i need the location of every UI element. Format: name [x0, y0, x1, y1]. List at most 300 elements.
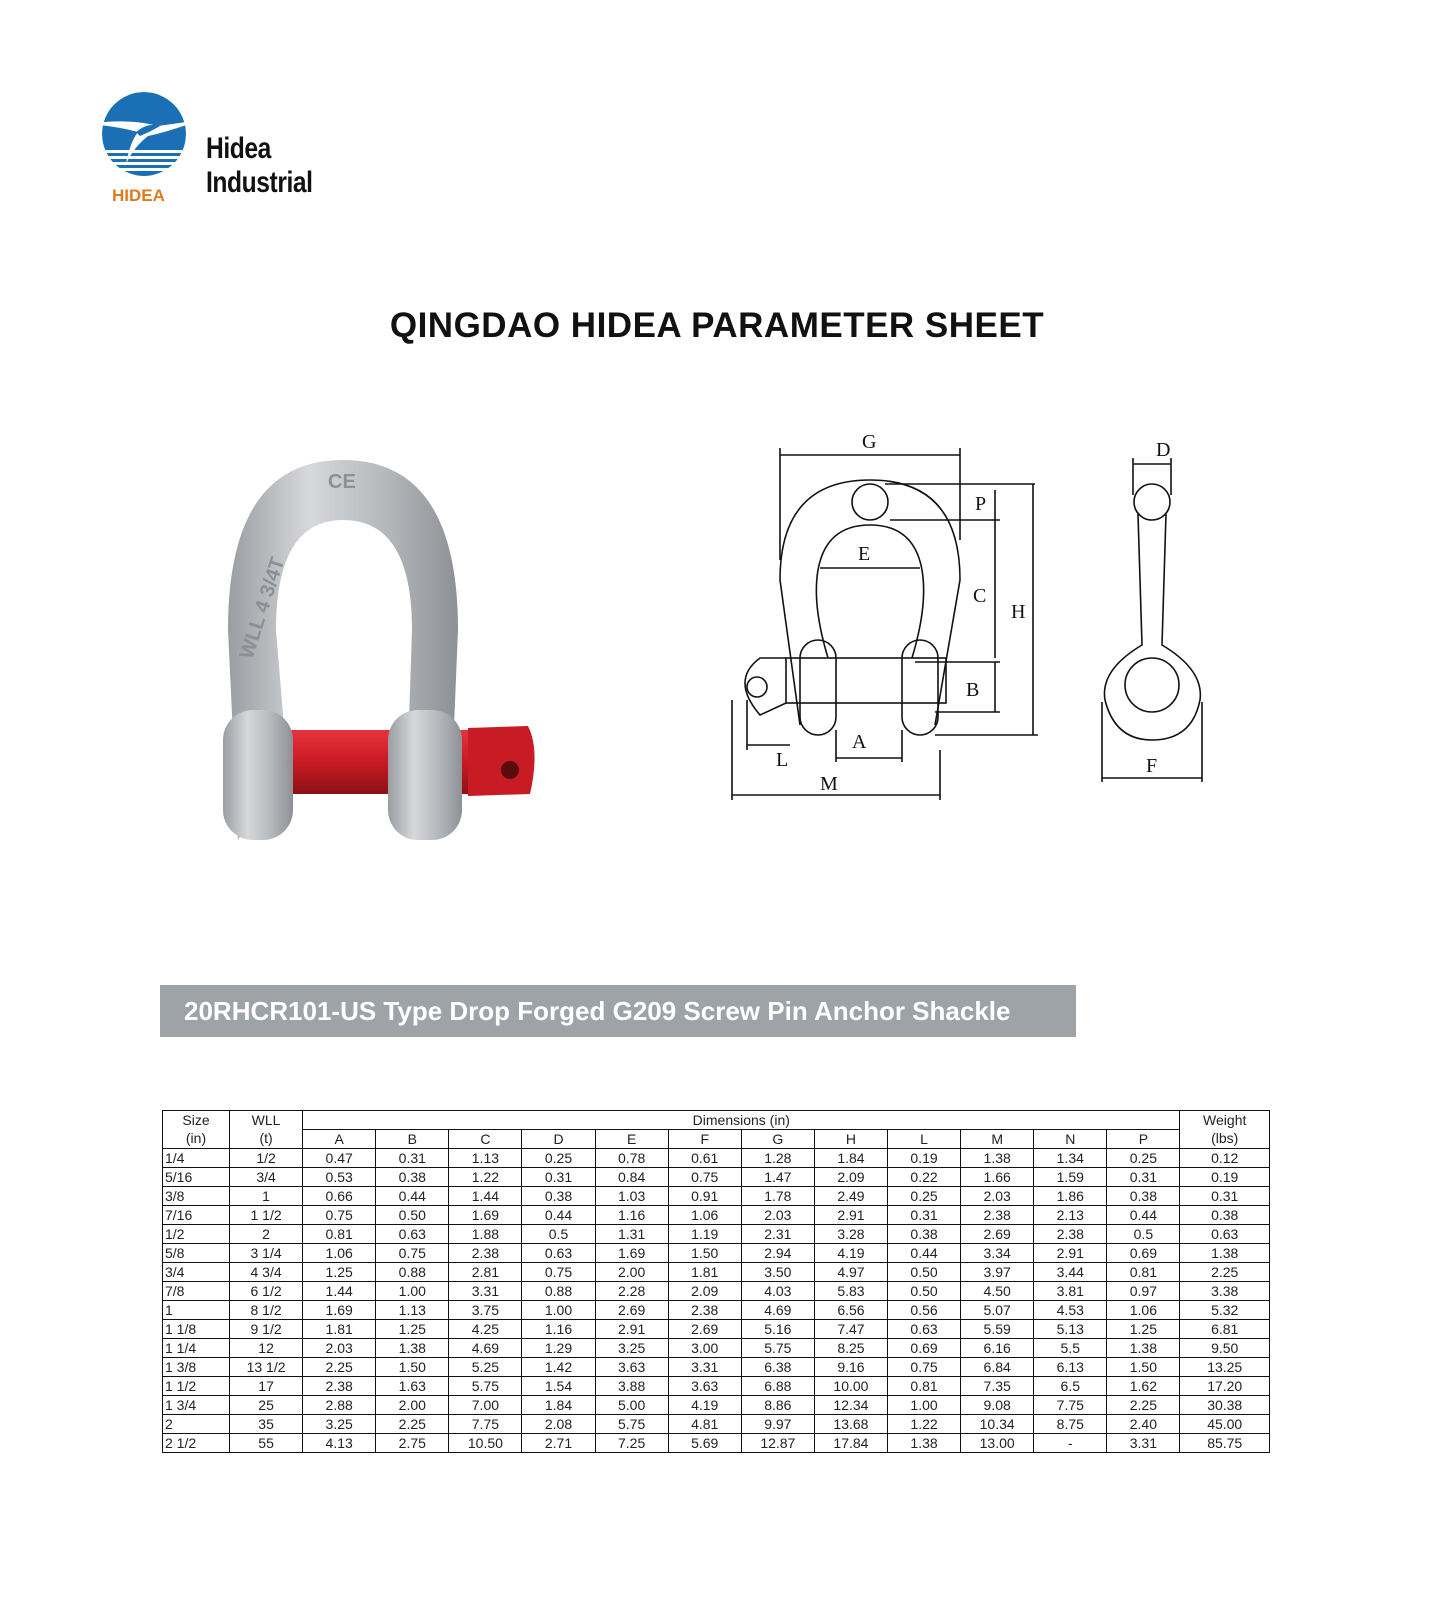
table-cell: 2: [163, 1415, 230, 1434]
header-size: Size: [163, 1111, 230, 1130]
table-cell: 0.97: [1107, 1282, 1180, 1301]
table-cell: 3.34: [961, 1244, 1034, 1263]
table-cell: 0.75: [303, 1206, 376, 1225]
table-cell: 1.59: [1034, 1168, 1107, 1187]
table-cell: 5.25: [449, 1358, 522, 1377]
table-row: [163, 1415, 1270, 1434]
table-row: [163, 1187, 1270, 1206]
table-row: [163, 1320, 1270, 1339]
table-cell: 2.71: [522, 1434, 595, 1453]
table-cell: 1.29: [522, 1339, 595, 1358]
table-cell: 1.78: [741, 1187, 814, 1206]
label-g: G: [862, 431, 877, 453]
table-cell: 1.00: [888, 1396, 961, 1415]
table-cell: 1 3/4: [163, 1396, 230, 1415]
table-cell: 0.19: [888, 1149, 961, 1168]
table-cell: 0.38: [1180, 1206, 1270, 1225]
table-cell: 0.44: [522, 1206, 595, 1225]
table-cell: 5.16: [741, 1320, 814, 1339]
table-row: [163, 1396, 1270, 1415]
table-cell: 1.66: [961, 1168, 1034, 1187]
table-cell: 2.25: [303, 1358, 376, 1377]
hidea-logo-mark: [88, 92, 208, 192]
casting-mark-ce: CE: [328, 471, 356, 493]
table-cell: 3.63: [668, 1377, 741, 1396]
table-cell: 0.44: [376, 1187, 449, 1206]
header-dim-l: L: [888, 1130, 961, 1149]
table-header-row: [163, 1111, 1270, 1130]
table-row: [163, 1377, 1270, 1396]
table-cell: 2.00: [376, 1396, 449, 1415]
table-cell: 0.84: [595, 1168, 668, 1187]
table-cell: 2.09: [668, 1282, 741, 1301]
header-dim-h: H: [814, 1130, 887, 1149]
shackle-dimension-diagram: [730, 430, 1250, 820]
table-cell: 35: [230, 1415, 303, 1434]
table-cell: 0.19: [1180, 1168, 1270, 1187]
table-cell: 2.38: [1034, 1225, 1107, 1244]
table-cell: 0.88: [376, 1263, 449, 1282]
table-cell: 2.03: [961, 1187, 1034, 1206]
table-cell: 5.13: [1034, 1320, 1107, 1339]
table-cell: 2.69: [595, 1301, 668, 1320]
table-cell: 5.83: [814, 1282, 887, 1301]
table-cell: 1.50: [376, 1358, 449, 1377]
table-cell: 5/16: [163, 1168, 230, 1187]
table-cell: 9 1/2: [230, 1320, 303, 1339]
header-weight-unit: (lbs): [1180, 1130, 1270, 1149]
table-cell: 3/4: [230, 1168, 303, 1187]
table-cell: 0.44: [1107, 1206, 1180, 1225]
table-cell: 1.54: [522, 1377, 595, 1396]
table-cell: 0.22: [888, 1168, 961, 1187]
parameter-table: [162, 1110, 1270, 1453]
table-cell: 4.13: [303, 1434, 376, 1453]
table-cell: 1 1/2: [163, 1377, 230, 1396]
table-cell: 0.53: [303, 1168, 376, 1187]
table-cell: 3.38: [1180, 1282, 1270, 1301]
table-cell: 7.25: [595, 1434, 668, 1453]
table-cell: 0.69: [888, 1339, 961, 1358]
label-e: E: [858, 543, 871, 565]
table-cell: 1: [163, 1301, 230, 1320]
header-dim-g: G: [741, 1130, 814, 1149]
table-cell: 1.31: [595, 1225, 668, 1244]
table-row: [163, 1301, 1270, 1320]
table-cell: 0.38: [376, 1168, 449, 1187]
table-cell: 1.63: [376, 1377, 449, 1396]
table-cell: 8 1/2: [230, 1301, 303, 1320]
table-cell: 3.31: [668, 1358, 741, 1377]
table-cell: 0.31: [522, 1168, 595, 1187]
table-cell: 2.25: [1107, 1396, 1180, 1415]
table-cell: 1.69: [449, 1206, 522, 1225]
table-cell: 3.44: [1034, 1263, 1107, 1282]
header-dim-c: C: [449, 1130, 522, 1149]
page-title: QINGDAO HIDEA PARAMETER SHEET: [389, 306, 1045, 345]
header-dim-p: P: [1107, 1130, 1180, 1149]
table-cell: 4.03: [741, 1282, 814, 1301]
table-cell: 5.75: [741, 1339, 814, 1358]
table-cell: 7.75: [1034, 1396, 1107, 1415]
table-cell: 2.03: [741, 1206, 814, 1225]
table-cell: 1.50: [1107, 1358, 1180, 1377]
table-cell: 1 1/4: [163, 1339, 230, 1358]
table-cell: 7.75: [449, 1415, 522, 1434]
table-cell: 2.94: [741, 1244, 814, 1263]
table-row: [163, 1206, 1270, 1225]
table-cell: 0.47: [303, 1149, 376, 1168]
table-cell: 2.91: [1034, 1244, 1107, 1263]
table-cell: 1.22: [888, 1415, 961, 1434]
table-cell: 25: [230, 1396, 303, 1415]
table-cell: 6.16: [961, 1339, 1034, 1358]
table-row: [163, 1282, 1270, 1301]
table-cell: 2.38: [668, 1301, 741, 1320]
table-cell: 1/4: [163, 1149, 230, 1168]
table-cell: 2.25: [376, 1415, 449, 1434]
shackle-photo: [168, 450, 588, 870]
table-cell: 1.50: [668, 1244, 741, 1263]
table-cell: 3.31: [1107, 1434, 1180, 1453]
table-cell: 9.97: [741, 1415, 814, 1434]
table-cell: 45.00: [1180, 1415, 1270, 1434]
table-cell: -: [1034, 1434, 1107, 1453]
table-cell: 5.75: [595, 1415, 668, 1434]
table-cell: 1/2: [230, 1149, 303, 1168]
table-row: [163, 1358, 1270, 1377]
label-d: D: [1156, 439, 1171, 461]
table-cell: 1.19: [668, 1225, 741, 1244]
table-cell: 13.00: [961, 1434, 1034, 1453]
table-cell: 6.81: [1180, 1320, 1270, 1339]
table-cell: 5.32: [1180, 1301, 1270, 1320]
label-l: L: [776, 749, 789, 771]
table-cell: 1.81: [303, 1320, 376, 1339]
table-cell: 6.38: [741, 1358, 814, 1377]
table-cell: 6.5: [1034, 1377, 1107, 1396]
table-cell: 2.03: [303, 1339, 376, 1358]
table-cell: 1.81: [668, 1263, 741, 1282]
table-cell: 7.00: [449, 1396, 522, 1415]
label-h: H: [1011, 601, 1026, 623]
label-a: A: [852, 731, 867, 753]
table-cell: 12.34: [814, 1396, 887, 1415]
table-cell: 0.38: [1107, 1187, 1180, 1206]
header-weight: Weight: [1180, 1111, 1270, 1130]
table-cell: 12.87: [741, 1434, 814, 1453]
table-cell: 7.35: [961, 1377, 1034, 1396]
header-dim-b: B: [376, 1130, 449, 1149]
table-cell: 1.06: [668, 1206, 741, 1225]
label-b: B: [966, 679, 980, 701]
table-cell: 3.97: [961, 1263, 1034, 1282]
table-cell: 3.50: [741, 1263, 814, 1282]
table-cell: 3.81: [1034, 1282, 1107, 1301]
table-cell: 1.44: [303, 1282, 376, 1301]
table-cell: 2.81: [449, 1263, 522, 1282]
table-cell: 1.42: [522, 1358, 595, 1377]
logo-hidea-mark: HIDEA: [112, 186, 165, 205]
table-cell: 55: [230, 1434, 303, 1453]
table-cell: 0.25: [1107, 1149, 1180, 1168]
table-cell: 3/4: [163, 1263, 230, 1282]
parameter-table-container: [162, 1110, 1270, 1453]
table-row: [163, 1434, 1270, 1453]
table-cell: 13.68: [814, 1415, 887, 1434]
table-cell: 0.5: [1107, 1225, 1180, 1244]
table-cell: 1.84: [814, 1149, 887, 1168]
table-cell: 2.88: [303, 1396, 376, 1415]
label-f: F: [1146, 755, 1158, 777]
table-cell: 2.00: [595, 1263, 668, 1282]
table-cell: 30.38: [1180, 1396, 1270, 1415]
label-c: C: [973, 585, 987, 607]
table-cell: 9.08: [961, 1396, 1034, 1415]
table-cell: 4 3/4: [230, 1263, 303, 1282]
table-cell: 10.34: [961, 1415, 1034, 1434]
table-cell: 4.81: [668, 1415, 741, 1434]
table-cell: 4.69: [741, 1301, 814, 1320]
table-cell: 5.59: [961, 1320, 1034, 1339]
header-size-unit: (in): [163, 1130, 230, 1149]
table-cell: 0.38: [888, 1225, 961, 1244]
table-cell: 0.75: [888, 1358, 961, 1377]
table-cell: 9.16: [814, 1358, 887, 1377]
table-cell: 0.31: [1180, 1187, 1270, 1206]
table-cell: 1/2: [163, 1225, 230, 1244]
table-cell: 0.50: [888, 1263, 961, 1282]
table-cell: 2.08: [522, 1415, 595, 1434]
product-banner: 20RHCR101-US Type Drop Forged G209 Screw Pin Anchor Shackle: [160, 985, 1076, 1037]
table-cell: 0.31: [1107, 1168, 1180, 1187]
table-cell: 10.50: [449, 1434, 522, 1453]
table-cell: 3.31: [449, 1282, 522, 1301]
table-cell: 0.12: [1180, 1149, 1270, 1168]
brand-name: Hidea Industrial: [206, 132, 313, 199]
table-cell: 0.63: [1180, 1225, 1270, 1244]
table-cell: 2.49: [814, 1187, 887, 1206]
table-cell: 8.75: [1034, 1415, 1107, 1434]
table-row: [163, 1149, 1270, 1168]
label-m: M: [820, 773, 838, 795]
table-row: [163, 1244, 1270, 1263]
table-cell: 0.81: [1107, 1263, 1180, 1282]
table-cell: 2.91: [595, 1320, 668, 1339]
table-cell: 0.5: [522, 1225, 595, 1244]
table-cell: 1.13: [376, 1301, 449, 1320]
table-cell: 2.38: [961, 1206, 1034, 1225]
table-cell: 1.69: [595, 1244, 668, 1263]
table-cell: 0.50: [888, 1282, 961, 1301]
table-cell: 6 1/2: [230, 1282, 303, 1301]
table-cell: 1.62: [1107, 1377, 1180, 1396]
table-cell: 0.61: [668, 1149, 741, 1168]
table-cell: 2.40: [1107, 1415, 1180, 1434]
table-cell: 2.38: [449, 1244, 522, 1263]
table-cell: 5.75: [449, 1377, 522, 1396]
table-cell: 2.28: [595, 1282, 668, 1301]
table-row: [163, 1168, 1270, 1187]
table-cell: 0.66: [303, 1187, 376, 1206]
table-row: [163, 1225, 1270, 1244]
table-cell: 6.13: [1034, 1358, 1107, 1377]
table-cell: 1.38: [1107, 1339, 1180, 1358]
table-cell: 1.47: [741, 1168, 814, 1187]
table-cell: 8.25: [814, 1339, 887, 1358]
table-cell: 4.19: [668, 1396, 741, 1415]
table-cell: 1: [230, 1187, 303, 1206]
table-cell: 0.63: [522, 1244, 595, 1263]
table-cell: 2.09: [814, 1168, 887, 1187]
table-cell: 1.88: [449, 1225, 522, 1244]
table-cell: 3/8: [163, 1187, 230, 1206]
table-cell: 12: [230, 1339, 303, 1358]
table-cell: 0.63: [376, 1225, 449, 1244]
table-cell: 5.00: [595, 1396, 668, 1415]
table-cell: 5.5: [1034, 1339, 1107, 1358]
table-cell: 7.47: [814, 1320, 887, 1339]
table-cell: 1.16: [522, 1320, 595, 1339]
table-cell: 1.69: [303, 1301, 376, 1320]
table-cell: 4.50: [961, 1282, 1034, 1301]
table-cell: 1.38: [1180, 1244, 1270, 1263]
table-cell: 0.81: [303, 1225, 376, 1244]
label-p: P: [975, 493, 987, 515]
table-cell: 1.86: [1034, 1187, 1107, 1206]
table-cell: 17: [230, 1377, 303, 1396]
table-cell: 13.25: [1180, 1358, 1270, 1377]
table-cell: 1.03: [595, 1187, 668, 1206]
table-cell: 5.07: [961, 1301, 1034, 1320]
table-cell: 0.56: [888, 1301, 961, 1320]
table-cell: 0.75: [668, 1168, 741, 1187]
table-cell: 3 1/4: [230, 1244, 303, 1263]
header-dim-e: E: [595, 1130, 668, 1149]
table-cell: 0.38: [522, 1187, 595, 1206]
table-cell: 1.22: [449, 1168, 522, 1187]
header-dim-d: D: [522, 1130, 595, 1149]
table-cell: 1.38: [961, 1149, 1034, 1168]
header-dim-n: N: [1034, 1130, 1107, 1149]
table-cell: 1 1/8: [163, 1320, 230, 1339]
table-cell: 2: [230, 1225, 303, 1244]
table-cell: 4.69: [449, 1339, 522, 1358]
table-cell: 13 1/2: [230, 1358, 303, 1377]
header-dim-m: M: [961, 1130, 1034, 1149]
table-cell: 17.84: [814, 1434, 887, 1453]
table-cell: 1.25: [1107, 1320, 1180, 1339]
table-cell: 3.88: [595, 1377, 668, 1396]
table-cell: 3.75: [449, 1301, 522, 1320]
table-cell: 7/16: [163, 1206, 230, 1225]
bow-outline: [780, 480, 960, 725]
table-cell: 0.69: [1107, 1244, 1180, 1263]
table-cell: 3.28: [814, 1225, 887, 1244]
table-subheader-row: [163, 1130, 1270, 1149]
table-cell: 0.75: [522, 1263, 595, 1282]
table-cell: 1.44: [449, 1187, 522, 1206]
table-cell: 9.50: [1180, 1339, 1270, 1358]
table-cell: 17.20: [1180, 1377, 1270, 1396]
table-cell: 2.69: [961, 1225, 1034, 1244]
table-cell: 6.56: [814, 1301, 887, 1320]
header-wll-unit: (t): [230, 1130, 303, 1149]
table-cell: 1 3/8: [163, 1358, 230, 1377]
table-cell: 1 1/2: [230, 1206, 303, 1225]
table-cell: 7/8: [163, 1282, 230, 1301]
table-cell: 5/8: [163, 1244, 230, 1263]
table-cell: 2.91: [814, 1206, 887, 1225]
table-cell: 0.31: [888, 1206, 961, 1225]
table-cell: 1.38: [376, 1339, 449, 1358]
table-cell: 1.34: [1034, 1149, 1107, 1168]
table-cell: 4.53: [1034, 1301, 1107, 1320]
table-cell: 0.75: [376, 1244, 449, 1263]
table-cell: 0.81: [888, 1377, 961, 1396]
table-cell: 2.25: [1180, 1263, 1270, 1282]
casting-mark-wll: WLL 4 3/4T: [235, 554, 290, 662]
table-cell: 2 1/2: [163, 1434, 230, 1453]
table-cell: 6.84: [961, 1358, 1034, 1377]
table-cell: 5.69: [668, 1434, 741, 1453]
table-cell: 0.25: [888, 1187, 961, 1206]
table-cell: 1.28: [741, 1149, 814, 1168]
table-cell: 2.38: [303, 1377, 376, 1396]
table-cell: 0.78: [595, 1149, 668, 1168]
table-cell: 1.38: [888, 1434, 961, 1453]
table-cell: 0.91: [668, 1187, 741, 1206]
table-cell: 2.69: [668, 1320, 741, 1339]
table-cell: 3.25: [303, 1415, 376, 1434]
table-cell: 6.88: [741, 1377, 814, 1396]
table-cell: 0.50: [376, 1206, 449, 1225]
table-body: [163, 1149, 1270, 1453]
table-cell: 4.25: [449, 1320, 522, 1339]
table-cell: 1.84: [522, 1396, 595, 1415]
table-cell: 2.13: [1034, 1206, 1107, 1225]
table-cell: 1.25: [376, 1320, 449, 1339]
table-cell: 0.63: [888, 1320, 961, 1339]
table-cell: 4.97: [814, 1263, 887, 1282]
table-cell: 1.06: [1107, 1301, 1180, 1320]
table-cell: 3.63: [595, 1358, 668, 1377]
table-cell: 2.31: [741, 1225, 814, 1244]
table-cell: 1.00: [376, 1282, 449, 1301]
header-dimensions: Dimensions (in): [303, 1111, 1180, 1130]
header-wll: WLL: [230, 1111, 303, 1130]
table-cell: 3.25: [595, 1339, 668, 1358]
table-cell: 8.86: [741, 1396, 814, 1415]
table-cell: 1.06: [303, 1244, 376, 1263]
header-dim-f: F: [668, 1130, 741, 1149]
table-cell: 10.00: [814, 1377, 887, 1396]
table-cell: 1.13: [449, 1149, 522, 1168]
table-cell: 1.00: [522, 1301, 595, 1320]
table-cell: 0.88: [522, 1282, 595, 1301]
table-cell: 4.19: [814, 1244, 887, 1263]
brand-logo: [88, 92, 408, 212]
table-cell: 0.31: [376, 1149, 449, 1168]
table-cell: 2.75: [376, 1434, 449, 1453]
table-cell: 0.44: [888, 1244, 961, 1263]
table-cell: 3.00: [668, 1339, 741, 1358]
table-row: [163, 1339, 1270, 1358]
table-row: [163, 1263, 1270, 1282]
table-cell: 1.25: [303, 1263, 376, 1282]
header-dim-a: A: [303, 1130, 376, 1149]
table-cell: 1.16: [595, 1206, 668, 1225]
